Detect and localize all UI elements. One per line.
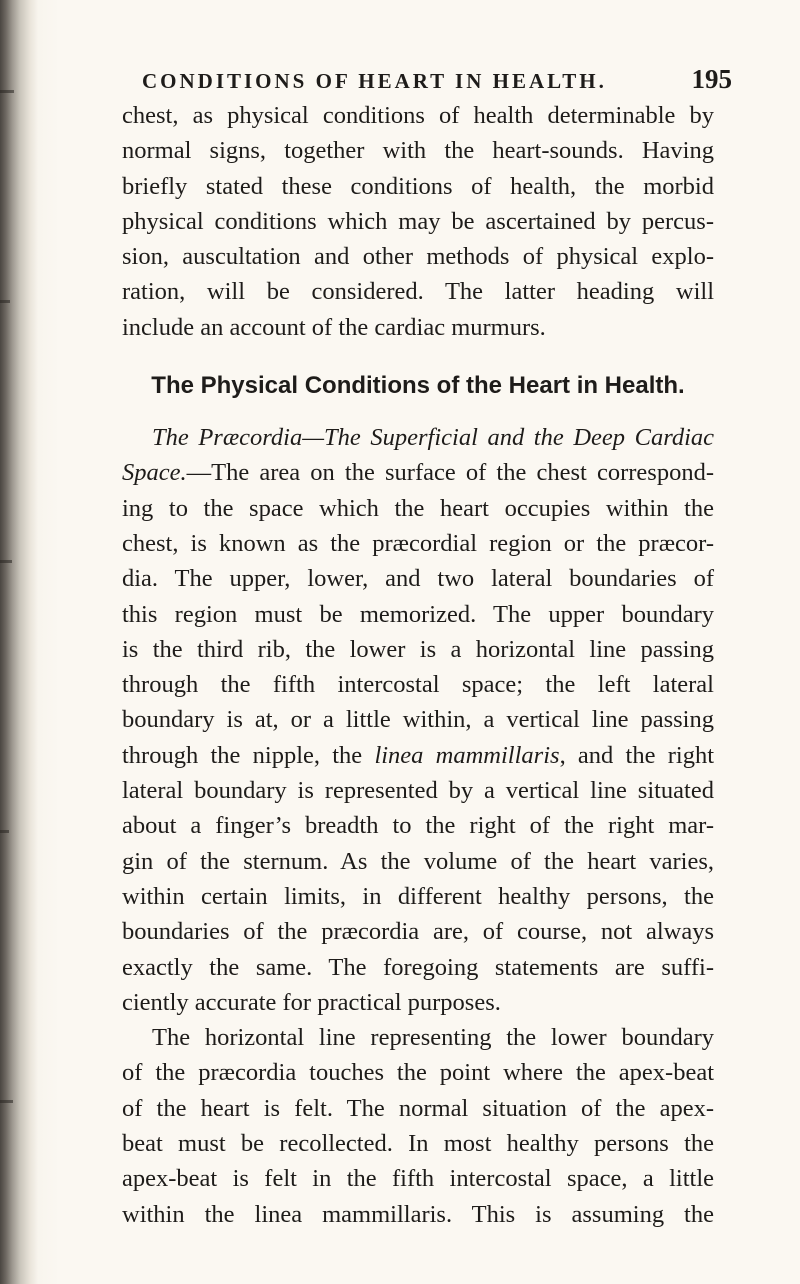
subsection-title-end: Space.: [122, 459, 187, 487]
text-line: [122, 738, 714, 773]
text-line: ing to the space which the heart occupies within the: [122, 494, 714, 522]
text-line: The horizontal line representing the lower boundary: [152, 1024, 714, 1052]
text-line: ciently accurate for practical purposes.: [122, 988, 501, 1016]
text-line: lateral boundary is represented by a vertical line situated: [122, 777, 714, 805]
text-line: boundary is at, or a little within, a vertical line passing: [122, 706, 714, 734]
binding-mark: [0, 830, 9, 833]
text-line: beat must be recollected. In most healthy persons the: [122, 1130, 714, 1158]
text-line: dia. The upper, lower, and two lateral boundaries of: [122, 565, 714, 593]
text-line: ration, will be considered. The latter heading will: [122, 278, 714, 306]
binding-mark: [0, 90, 14, 93]
subsection-title: The Præcordia—The Superficial and the Deep Cardiac: [152, 424, 714, 452]
text-line: gin of the sternum. As the volume of the heart varies,: [122, 847, 714, 875]
text-fragment: , and the right: [559, 741, 715, 769]
page-number: 195: [691, 64, 732, 94]
text-line: chest, is known as the præcordial region or the præcor-: [122, 529, 714, 557]
binding-mark: [0, 560, 12, 563]
body-text: [122, 98, 714, 1232]
text-line: of the heart is felt. The normal situation of the apex-: [122, 1094, 714, 1122]
text-line: physical conditions which may be ascertained by percus-: [122, 207, 714, 235]
text-line: within the linea mammillaris. This is assuming the: [122, 1200, 714, 1228]
book-binding-shadow: [0, 0, 38, 1284]
binding-mark: [0, 1100, 13, 1103]
text-line: within certain limits, in different healthy persons, the: [122, 882, 714, 910]
text-line: exactly the same. The foregoing statements are suffi-: [122, 953, 714, 981]
latin-term: linea mammillaris: [374, 741, 560, 769]
text-line: [122, 455, 714, 490]
text-line: apex-beat is felt in the fifth intercostal space, a little: [122, 1165, 714, 1193]
text-line: chest, as physical conditions of health determinable by: [122, 102, 714, 129]
text-line: include an account of the cardiac murmurs.: [122, 313, 546, 341]
text-line: this region must be memorized. The upper boundary: [122, 600, 714, 628]
section-heading: The Physical Conditions of the Heart in Health.: [151, 372, 685, 400]
text-line: of the præcordia touches the point where the apex-beat: [122, 1059, 714, 1087]
text-line: about a finger’s breadth to the right of the right mar-: [122, 812, 714, 840]
text-line: normal signs, together with the heart-sounds. Having: [122, 137, 714, 165]
binding-mark: [0, 300, 10, 303]
text-line: through the fifth intercostal space; the left lateral: [122, 671, 714, 699]
text-fragment: through the nipple, the: [122, 741, 375, 769]
text-line: sion, auscultation and other methods of physical explo-: [122, 243, 714, 271]
running-head-title: CONDITIONS OF HEART IN HEALTH.: [142, 69, 607, 93]
text-line: boundaries of the præcordia are, of course, not always: [122, 918, 714, 946]
text-fragment: —The area on the surface of the chest correspond-: [186, 459, 714, 487]
text-line: is the third rib, the lower is a horizontal line passing: [122, 635, 714, 663]
text-line: briefly stated these conditions of health, the morbid: [122, 172, 714, 200]
